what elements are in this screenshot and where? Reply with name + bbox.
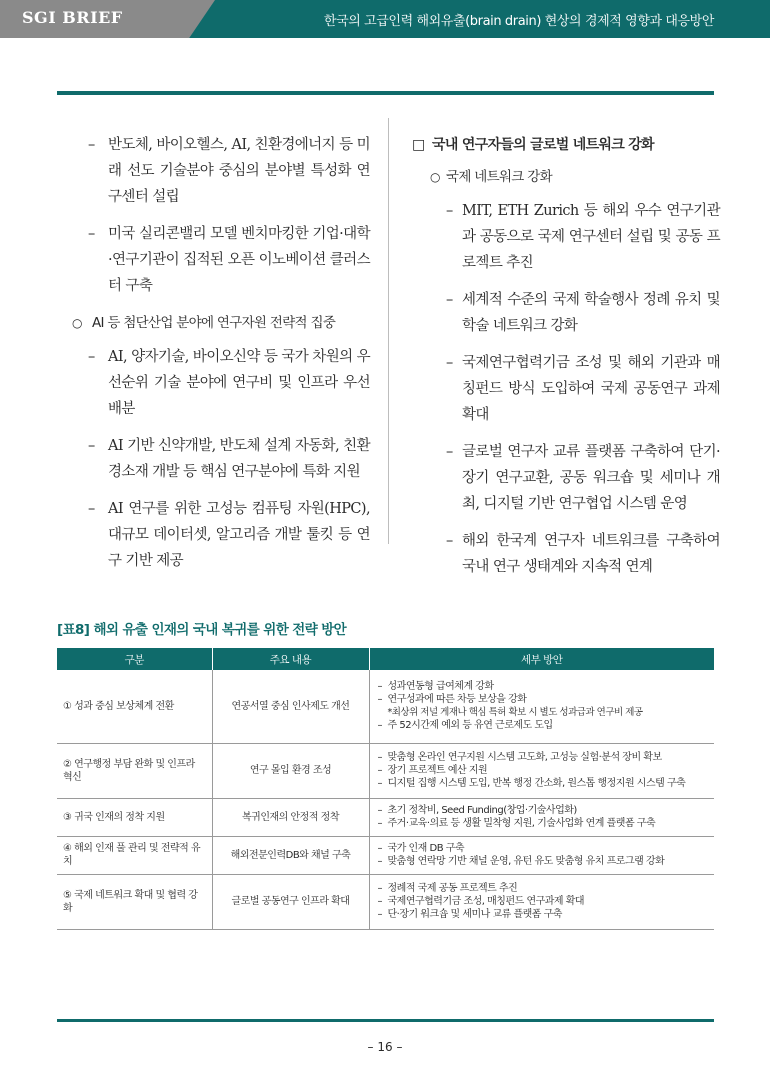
item-text: AI 연구를 위한 고성능 컴퓨팅 자원(HPC), 대규모 데이터셋, 알고리즘 개발 툴킷 등 연구 기반 제공 [108,501,370,569]
row-details [369,874,714,929]
page-header [0,0,770,38]
detail-line [378,693,709,706]
left-column [60,132,370,585]
detail-text: 맞춤형 온라인 연구지원 시스템 고도화, 고성능 실험·분석 장비 확보 [387,752,662,763]
detail-text: 장기 프로젝트 예산 지원 [387,765,488,776]
bullet-item [60,496,370,574]
item-text: MIT, ETH Zurich 등 해외 우수 연구기관과 공동으로 국제 연구센터 설립 및 공동 프로젝트 추진 [462,203,720,271]
dash-bullet-icon: – [377,805,382,816]
circle-bullet-icon: ○ [72,316,82,330]
dash-bullet-icon: – [446,355,453,371]
dash-bullet-icon: – [88,137,95,153]
detail-line [378,817,709,830]
table-caption: [표8] 해외 유출 인재의 국내 복귀를 위한 전략 방안 [57,622,347,638]
item-text: AI, 양자기술, 바이오신약 등 국가 차원의 우선순위 기술 분야에 연구비 및 인프라 우선 배분 [108,349,370,417]
dash-bullet-icon: – [377,818,382,829]
bullet-item [410,287,720,339]
square-bullet-icon: □ [412,137,425,153]
detail-text: 국가 인재 DB 구축 [387,843,465,854]
bullet-item [410,350,720,428]
table-row [57,874,714,929]
row-main: 글로벌 공동연구 인프라 확대 [212,874,369,929]
header-main: 주요 내용 [212,648,369,670]
header-details: 세부 방안 [369,648,714,670]
item-text: 세계적 수준의 국제 학술행사 정례 유치 및 학술 네트워크 강화 [462,292,720,334]
detail-text: 정례적 국제 공동 프로젝트 추진 [387,883,518,894]
detail-line [378,719,709,732]
bullet-item [60,221,370,299]
sub-heading [410,164,720,190]
row-category: ② 연구행정 부담 완화 및 인프라 혁신 [57,743,212,798]
detail-line [378,680,709,693]
table-row [57,836,714,874]
header-category: 구분 [57,648,212,670]
dash-bullet-icon: – [377,681,382,693]
row-category: ④ 해외 인재 풀 관리 및 전략적 유치 [57,836,212,874]
sub-heading [60,310,370,336]
detail-line [378,777,709,790]
dash-bullet-icon: – [377,778,382,789]
strategy-table [57,648,714,930]
dash-bullet-icon: – [88,349,95,365]
dash-bullet-icon: – [446,292,453,308]
dash-bullet-icon: – [377,896,382,907]
item-text: AI 등 첨단산업 분야에 연구자원 전략적 집중 [92,315,336,331]
bullet-item [60,344,370,422]
bullet-item [60,433,370,485]
detail-text: 국제연구협력기금 조성, 매칭펀드 연구과제 확대 [387,896,585,907]
row-details [369,670,714,743]
detail-line [378,855,709,868]
detail-line [378,764,709,777]
dash-bullet-icon: – [446,533,453,549]
detail-text: 연구성과에 따른 차등 보상을 강화 [387,694,527,706]
dash-bullet-icon: – [88,501,95,517]
detail-text: 주거·교육·의료 등 생활 밀착형 지원, 기술사업화 연계 플랫폼 구축 [387,818,656,829]
item-text: 미국 실리콘밸리 모델 벤치마킹한 기업·대학·연구기관이 집적된 오픈 이노베이션 클러스터 구축 [108,226,370,294]
item-text: 국제연구협력기금 조성 및 해외 기관과 매칭펀드 방식 도입하여 국제 공동연구 과제 확대 [462,355,720,423]
detail-line [378,842,709,855]
item-text: 해외 한국계 연구자 네트워크를 구축하여 국내 연구 생태계와 지속적 연계 [462,533,720,575]
detail-text: 성과연동형 급여체계 강화 [387,681,494,693]
bullet-item [410,439,720,517]
row-main: 해외전문인력DB와 채널 구축 [212,836,369,874]
table-row [57,743,714,798]
bullet-item [410,528,720,580]
row-details [369,798,714,836]
item-text: 국내 연구자들의 글로벌 네트워크 강화 [432,137,654,153]
dash-bullet-icon: – [88,226,95,242]
detail-line [378,908,709,921]
dash-bullet-icon: – [377,883,382,894]
brand-label: SGI BRIEF [22,8,123,27]
section-heading [410,132,720,158]
circle-bullet-icon: ○ [430,170,440,184]
detail-text: 단·장기 워크숍 및 세미나 교류 플랫폼 구축 [387,909,562,920]
detail-text: 맞춤형 연락망 기반 채널 운영, 유턴 유도 맞춤형 유치 프로그램 강화 [387,856,665,867]
table-row [57,798,714,836]
row-main: 복귀인재의 안정적 정착 [212,798,369,836]
dash-bullet-icon: – [377,765,382,776]
dash-bullet-icon: – [377,856,382,867]
dash-bullet-icon: – [377,843,382,854]
column-divider [388,118,389,544]
top-rule [57,91,714,95]
row-category: ① 성과 중심 보상체계 전환 [57,670,212,743]
table-header-row [57,648,714,670]
detail-text: 주 52시간제 예외 등 유연 근로제도 도입 [387,720,553,732]
dash-bullet-icon: – [88,438,95,454]
dash-bullet-icon: – [446,203,453,219]
detail-line [378,804,709,817]
right-column [410,132,720,591]
row-details [369,743,714,798]
dash-bullet-icon: – [446,444,453,460]
bullet-item [60,132,370,210]
detail-text: 디지털 집행 시스템 도입, 반복 행정 간소화, 원스톱 행정지원 시스템 구축 [387,778,686,789]
item-text: AI 기반 신약개발, 반도체 설계 자동화, 친환경소재 개발 등 핵심 연구분야에 특화 지원 [108,438,370,480]
row-category: ③ 귀국 인재의 정착 지원 [57,798,212,836]
row-details [369,836,714,874]
table-row [57,670,714,743]
dash-bullet-icon: – [377,909,382,920]
detail-text: 초기 정착비, Seed Funding(창업·기술사업화) [387,805,577,816]
item-text: 반도체, 바이오헬스, AI, 친환경에너지 등 미래 선도 기술분야 중심의 분야별 특성화 연구센터 설립 [108,137,370,205]
row-category: ⑤ 국제 네트워크 확대 및 협력 강화 [57,874,212,929]
dash-bullet-icon: – [377,720,382,732]
header-title: 한국의 고급인력 해외유출(brain drain) 현상의 경제적 영향과 대응방안 [323,14,714,29]
bullet-item [410,198,720,276]
row-main: 연공서열 중심 인사제도 개선 [212,670,369,743]
row-main: 연구 몰입 환경 조성 [212,743,369,798]
detail-note: *최상위 저널 게재나 핵심 특허 확보 시 별도 성과급과 연구비 제공 [387,707,643,719]
detail-line [378,895,709,908]
dash-bullet-icon: – [377,752,382,763]
detail-line [378,751,709,764]
detail-line [378,882,709,895]
item-text: 글로벌 연구자 교류 플랫폼 구축하여 단기·장기 연구교환, 공동 워크숍 및 세미나 개최, 디지털 기반 연구협업 시스템 운영 [462,444,720,512]
dash-bullet-icon: – [377,694,382,706]
page-number: – 16 – [367,1040,403,1054]
item-text: 국제 네트워크 강화 [446,169,552,185]
bottom-rule [57,1019,714,1022]
